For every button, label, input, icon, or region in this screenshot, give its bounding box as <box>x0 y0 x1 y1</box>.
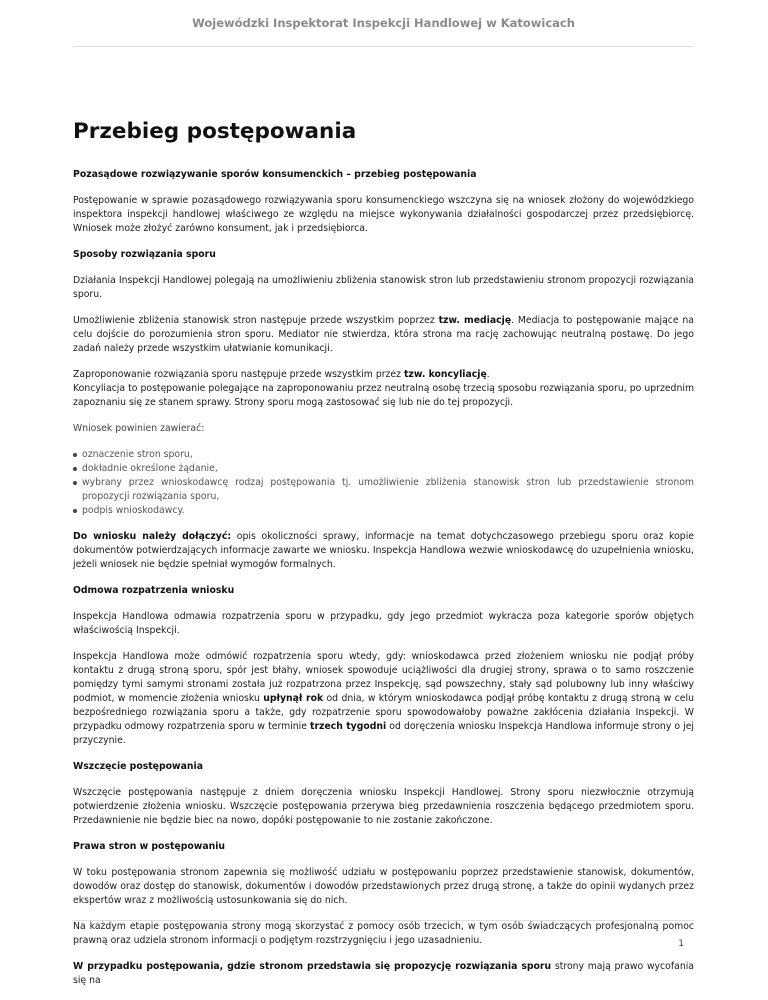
refusal-paragraph-1: Inspekcja Handlowa odmawia rozpatrzenia sporu w przypadku, gdy jego przedmiot wykracza poza kategorie sporów objętych właściwością Inspekcji. <box>73 611 694 636</box>
intro-paragraph: Postępowanie w sprawie pozasądowego rozwiązywania sporu konsumenckiego wszczyna się na wniosek złożony do wojewódzkiego inspektora inspekcji handlowej właściwego ze względu na miejsce wykonywania działalności gospodarczej przez przedsiębiorcę. Wniosek może złożyć zarówno konsument, jak i przedsiębiorca. <box>73 195 694 234</box>
request-list <box>73 448 694 518</box>
rights-paragraph-3: W przypadku postępowania, gdzie stronom przedstawia się propozycję rozwiązania sporu strony mają prawo wycofania się na <box>73 961 694 986</box>
document-body <box>73 118 694 1000</box>
refusal-paragraph-2: Inspekcja Handlowa może odmówić rozpatrzenia sporu wtedy, gdy: wnioskodawca przed złożeniem wniosku nie podjął próby kontaktu z drugą stroną sporu, spór jest błahy, wniosek spowoduje uciążliwości dla drugiej strony, sprawa o to samo roszczenie pomiędzy tymi samymi stronami została już rozpatrzona przez Inspekcję, sąd powszechny, stały sąd polubowny lub inny właściwy podmiot, w momencie złożenia wniosku upłynął rok od dnia, w którym wnioskodawca podjął próbę kontaktu z drugą stroną w celu bezpośredniego rozwiązania sporu a także, gdy rozpatrzenie sporu spowodowałoby poważne zakłócenia działania Inspekcji. W przypadku odmowy rozpatrzenia sporu w terminie trzech tygodni od doręczenia wniosku Inspekcja Handlowa informuje strony o jej przyczynie. <box>73 651 695 746</box>
initiation-paragraph: Wszczęcie postępowania następuje z dniem doręczenia wniosku Inspekcji Handlowej. Strony sporu niezwłocznie otrzymują potwierdzenie złożenia wniosku. Wszczęcie postępowania przerywa bieg przedawnienia roszczenia będącego przedmiotem sporu. Przedawnienie nie będzie biec na nowo, dopóki postępowanie to nie zostanie zakończone. <box>73 787 694 826</box>
methods-paragraph-3: Zaproponowanie rozwiązania sporu następuje przede wszystkim przez tzw. koncyliację. Koncyliacja to postępowanie polegające na zaproponowaniu przez neutralną osobę trzecią sposobu rozwiązania sporu, po uprzednim zapoznaniu się ze stanem sprawy. Strony sporu mogą zastosować się lub nie do tej propozycji. <box>73 369 694 408</box>
section-heading-methods: Sposoby rozwiązania sporu <box>73 249 216 260</box>
page-title: Przebieg postępowania <box>73 119 357 144</box>
mediation-term: tzw. mediację <box>438 315 512 326</box>
conciliation-term: tzw. koncyliację <box>403 369 487 380</box>
list-item: wybrany przez wnioskodawcę rodzaj postępowania tj. umożliwienie zbliżenia stanowisk stron lub przedstawienie stronom propozycji rozwiązania sporu, <box>73 476 694 504</box>
section-heading-refusal: Odmowa rozpatrzenia wniosku <box>73 585 235 596</box>
request-heading: Wniosek powinien zawierać: <box>73 423 205 434</box>
rights-paragraph-1: W toku postępowania stronom zapewnia się możliwość udziału w postępowaniu poprzez przedstawienie stanowisk, dokumentów, dowodów oraz dostęp do stanowisk, dokumentów i dowodów przedstawionych przez drugą stronę, a także do opinii wydanych przez ekspertów wraz z możliwością ustosunkowania się do nich. <box>73 867 694 906</box>
section-heading-rights: Prawa stron w postępowaniu <box>73 841 226 852</box>
rights-paragraph-2: Na każdym etapie postępowania strony mogą skorzystać z pomocy osób trzecich, w tym osób świadczących profesjonalną pomoc prawną oraz udziela stronom informacji o podjętym rozstrzygnięciu i jego uzasadnieniu. <box>73 921 694 946</box>
section-heading-intro: Pozasądowe rozwiązywanie sporów konsumenckich – przebieg postępowania <box>73 169 477 180</box>
header-title: Wojewódzki Inspektorat Inspekcji Handlowej w Katowicach <box>192 16 575 30</box>
page-header <box>73 0 694 47</box>
list-item: dokładnie określone żądanie, <box>73 462 694 476</box>
attachments-paragraph: Do wniosku należy dołączyć: opis okoliczności sprawy, informacje na temat dotychczasowego przebiegu sporu oraz kopie dokumentów potwierdzających informacje zawarte we wniosku. Inspekcja Handlowa wezwie wnioskodawcę do uzupełnienia wniosku, jeżeli wniosek nie będzie spełniał wymogów formalnych. <box>73 531 695 570</box>
methods-paragraph-2: Umożliwienie zbliżenia stanowisk stron następuje przede wszystkim poprzez tzw. mediację. Mediacja to postępowanie mające na celu dojście do porozumienia stron sporu. Mediator nie stwierdza, która strona ma rację zachowując neutralną postawę. Do jego zadań należy przede wszystkim ułatwianie komunikacji. <box>73 315 694 354</box>
methods-paragraph-1: Działania Inspekcji Handlowej polegają na umożliwieniu zbliżenia stanowisk stron lub przedstawieniu stronom propozycji rozwiązania sporu. <box>73 275 694 300</box>
page-footer-divider <box>73 920 694 921</box>
page-number: 1 <box>678 939 684 949</box>
list-item: podpis wnioskodawcy. <box>73 504 694 518</box>
section-heading-initiation: Wszczęcie postępowania <box>73 761 203 772</box>
list-item: oznaczenie stron sporu, <box>73 448 694 462</box>
